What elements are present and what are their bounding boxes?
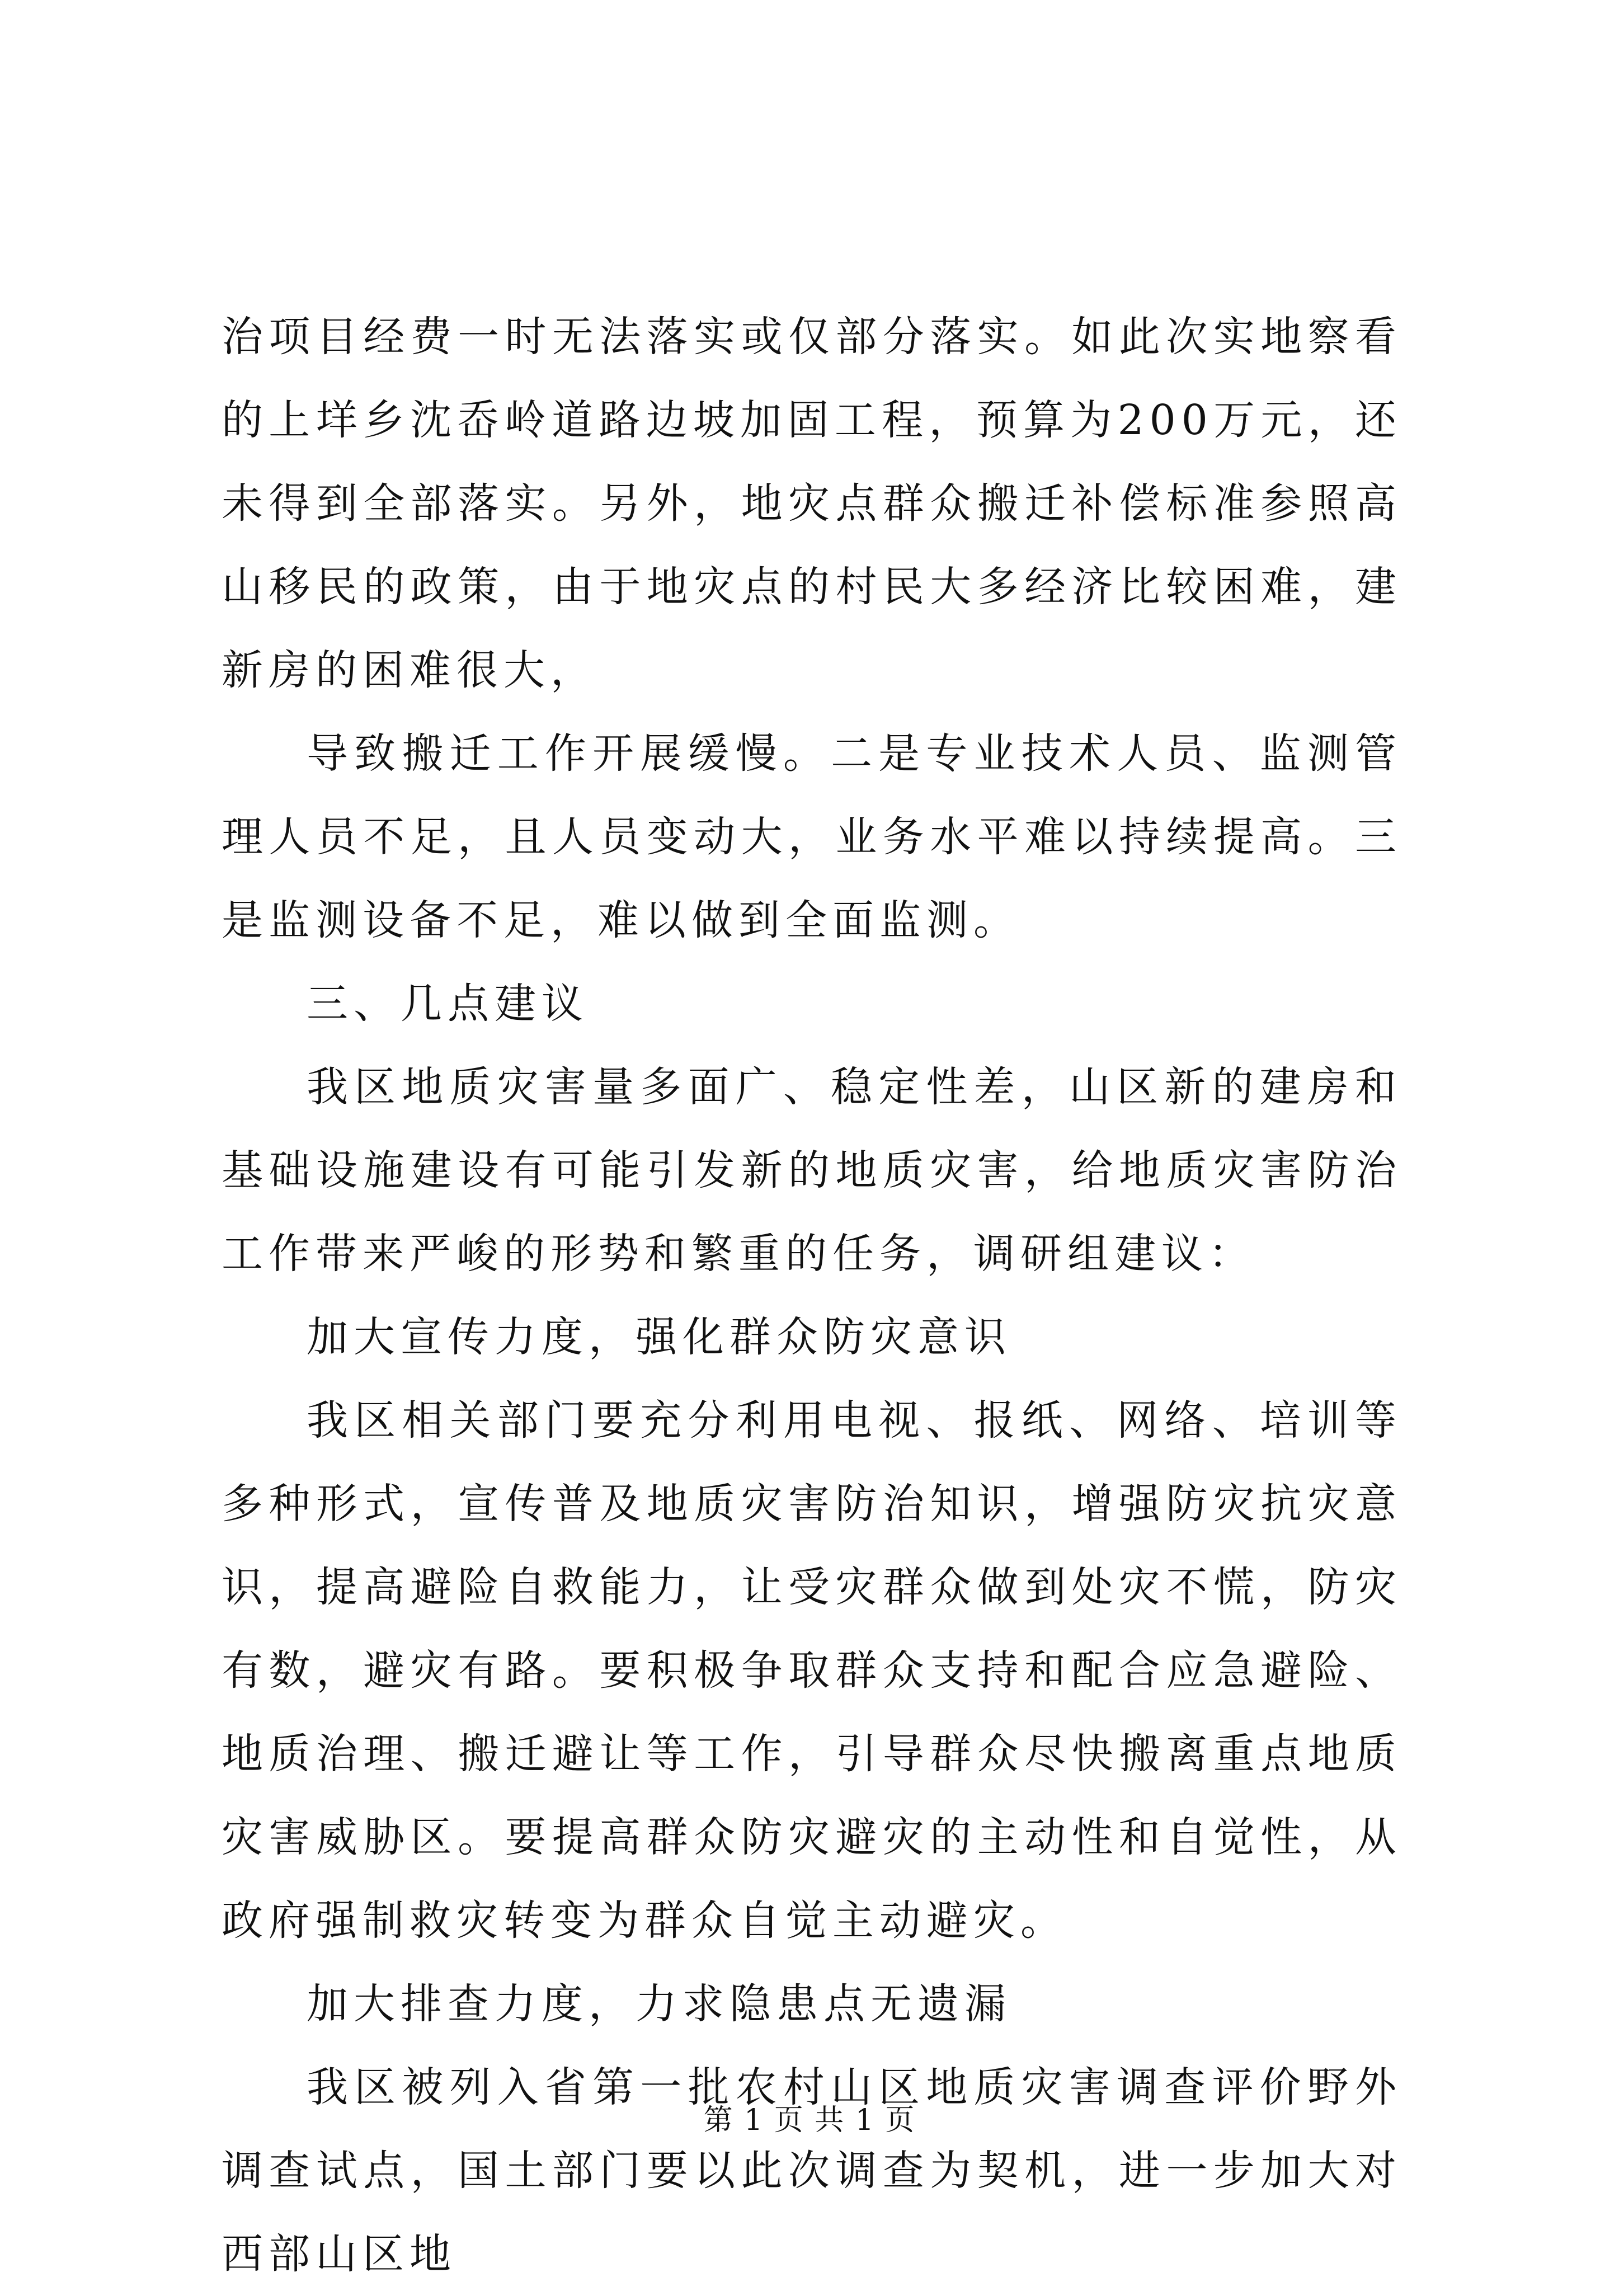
- page-footer: 第 1 页 共 1 页: [703, 2104, 916, 2137]
- paragraph-2: 导致搬迁工作开展缓慢。二是专业技术人员、监测管理人员不足，且人员变动大，业务水平难以持续提高。三是监测设备不足，难以做到全面监测。: [222, 730, 1402, 944]
- paragraph-5: 我区被列入省第一批农村山区地质灾害调查评价野外调查试点，国土部门要以此次调查为契机，进一步加大对西部山区地: [222, 2063, 1402, 2278]
- section-heading: 三、几点建议: [307, 980, 589, 1028]
- subheading-1: 加大宣传力度，强化群众防灾意识: [307, 1313, 1011, 1361]
- subheading-2: 加大排查力度，力求隐患点无遗漏: [307, 1980, 1011, 2028]
- document-body: [222, 295, 1402, 2296]
- paragraph-4: 我区相关部门要充分利用电视、报纸、网络、培训等多种形式，宣传普及地质灾害防治知识，增强防灾抗灾意识，提高避险自救能力，让受灾群众做到处灾不慌，防灾有数，避灾有路。要积极争取群众支持和配合应急避险、地质治理、搬迁避让等工作，引导群众尽快搬离重点地质灾害威胁区。要提高群众防灾避灾的主动性和自觉性，从政府强制救灾转变为群众自觉主动避灾。: [222, 1396, 1402, 1945]
- paragraph-1: 治项目经费一时无法落实或仅部分落实。如此次实地察看的上垟乡沈岙岭道路边坡加固工程，预算为200万元，还未得到全部落实。另外，地灾点群众搬迁补偿标准参照高山移民的政策，由于地灾点的村民大多经济比较困难，建新房的困难很大，: [222, 313, 1402, 694]
- paragraph-3: 我区地质灾害量多面广、稳定性差，山区新的建房和基础设施建设有可能引发新的地质灾害，给地质灾害防治工作带来严峻的形势和繁重的任务，调研组建议：: [222, 1063, 1402, 1278]
